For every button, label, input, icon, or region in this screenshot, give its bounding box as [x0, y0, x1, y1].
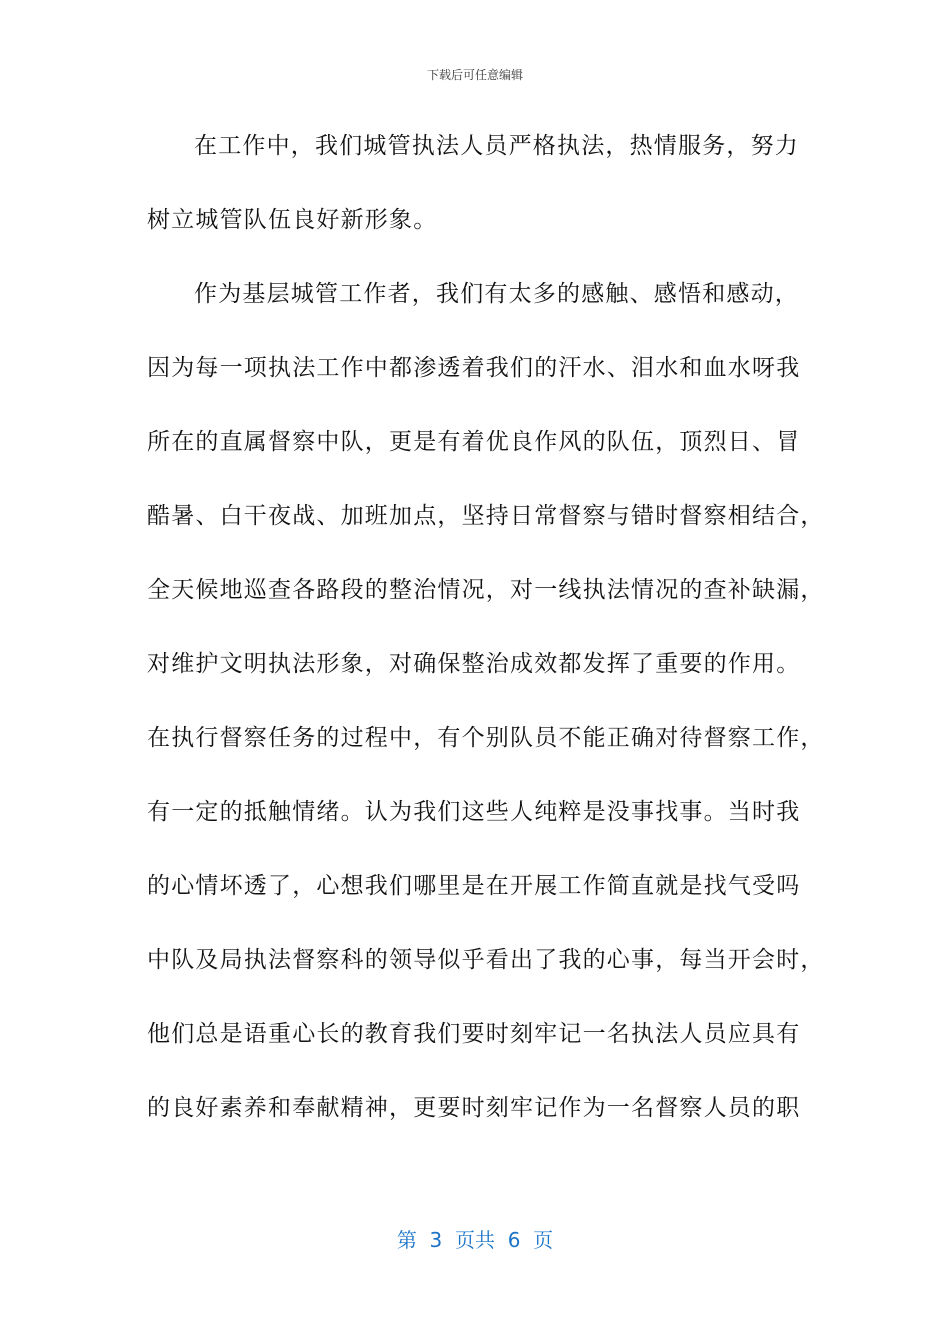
paragraph-line: 在执行督察任务的过程中，有个别队员不能正确对待督察工作， — [147, 725, 825, 751]
paragraph-line: 酷暑、白干夜战、加班加点，坚持日常督察与错时督察相结合， — [147, 503, 825, 529]
page-number-footer: 第 3 页共 6 页 — [396, 1228, 554, 1252]
paragraph-line: 作为基层城管工作者，我们有太多的感触、感悟和感动， — [194, 281, 799, 307]
paragraph-line: 全天候地巡查各路段的整治情况，对一线执法情况的查补缺漏， — [147, 577, 825, 603]
paragraph-line: 在工作中，我们城管执法人员严格执法，热情服务，努力 — [194, 133, 799, 159]
paragraph-line: 的心情坏透了，心想我们哪里是在开展工作简直就是找气受吗 — [147, 873, 801, 899]
document-body — [147, 120, 825, 1156]
paragraph-line: 的良好素养和奉献精神，更要时刻牢记作为一名督察人员的职 — [147, 1095, 801, 1121]
paragraph-line: 因为每一项执法工作中都渗透着我们的汗水、泪水和血水呀我 — [147, 355, 801, 381]
paragraph-line: 他们总是语重心长的教育我们要时刻牢记一名执法人员应具有 — [147, 1021, 801, 1047]
paragraph-line: 所在的直属督察中队，更是有着优良作风的队伍，顶烈日、冒 — [147, 429, 801, 455]
paragraph-line: 中队及局执法督察科的领导似乎看出了我的心事，每当开会时， — [147, 947, 825, 973]
paragraph-line: 树立城管队伍良好新形象。 — [147, 207, 438, 233]
page-header: 下载后可任意编辑 — [426, 68, 523, 82]
paragraph-line: 有一定的抵触情绪。认为我们这些人纯粹是没事找事。当时我 — [147, 799, 801, 825]
paragraph-line: 对维护文明执法形象，对确保整治成效都发挥了重要的作用。 — [147, 651, 801, 677]
